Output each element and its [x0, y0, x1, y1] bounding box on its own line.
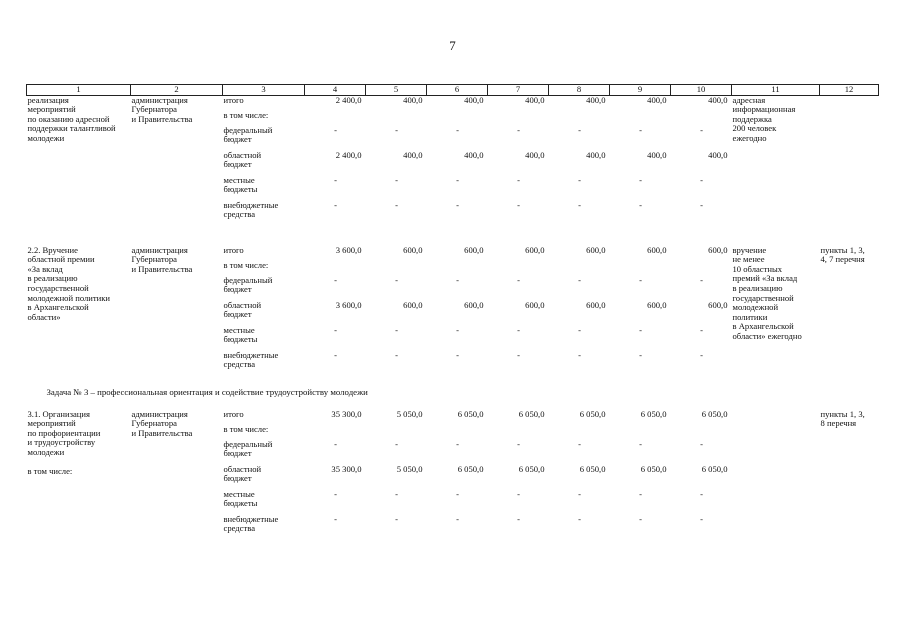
- funding-value: -: [456, 513, 459, 524]
- empty-cell: [610, 111, 671, 126]
- funding-value: -: [639, 174, 642, 185]
- funding-source: итого: [223, 94, 244, 105]
- indicator-link: [820, 95, 879, 226]
- column-header: 8: [549, 85, 610, 96]
- funding-value: -: [334, 349, 337, 360]
- funding-value: 400,0: [586, 149, 606, 160]
- funding-value: 6 050,0: [457, 408, 484, 419]
- funding-value: 35 300,0: [331, 463, 362, 474]
- funding-value: -: [395, 174, 398, 185]
- funding-source: федеральный бюджет: [223, 274, 273, 295]
- funding-source: внебюджетные средства: [223, 199, 279, 220]
- funding-value: 400,0: [586, 94, 606, 105]
- empty-cell: [671, 111, 732, 126]
- funding-source: внебюджетные средства: [223, 513, 279, 534]
- funding-value: -: [517, 438, 520, 449]
- funding-value: 6 050,0: [640, 408, 667, 419]
- funding-value: 400,0: [403, 149, 423, 160]
- empty-cell: [366, 261, 427, 276]
- funding-source: итого: [223, 244, 244, 255]
- funding-source: федеральный бюджет: [223, 438, 273, 459]
- funding-value: -: [578, 513, 581, 524]
- measure-name: 2.2. Вручение областной премии «За вклад в реализацию государственной молодежной политики в Архангельской области»: [27, 244, 111, 322]
- table-row: [27, 246, 879, 261]
- funding-source: в том числе:: [223, 109, 269, 120]
- funding-value: -: [517, 124, 520, 135]
- funding-value: 3 600,0: [335, 299, 362, 310]
- empty-cell: [488, 111, 549, 126]
- funding-value: -: [639, 513, 642, 524]
- funding-value: 400,0: [464, 149, 484, 160]
- funding-value: -: [334, 438, 337, 449]
- funding-value: -: [395, 274, 398, 285]
- funding-value: -: [578, 349, 581, 360]
- column-header: 11: [732, 85, 820, 96]
- funding-value: -: [517, 513, 520, 524]
- funding-value: 6 050,0: [518, 408, 545, 419]
- funding-value: -: [700, 199, 703, 210]
- task-title: Задача № 3 – профессиональная ориентация и содействие трудоустройству молодежи: [46, 386, 368, 397]
- column-header: 4: [305, 85, 366, 96]
- funding-value: -: [395, 438, 398, 449]
- funding-value: -: [700, 274, 703, 285]
- executor: администрация Губернатора и Правительства: [131, 408, 193, 438]
- funding-value: -: [395, 349, 398, 360]
- column-header: 9: [610, 85, 671, 96]
- empty-cell: [488, 261, 549, 276]
- funding-value: 400,0: [525, 94, 545, 105]
- funding-value: -: [395, 488, 398, 499]
- table-body: [27, 95, 879, 540]
- funding-value: -: [456, 124, 459, 135]
- funding-value: 600,0: [647, 244, 667, 255]
- indicator-link: пункты 1, 3, 8 перечня: [820, 408, 865, 429]
- table-row: [27, 410, 879, 425]
- empty-cell: [305, 111, 366, 126]
- funding-source: в том числе:: [223, 423, 269, 434]
- funding-value: 5 050,0: [396, 408, 423, 419]
- funding-value: -: [700, 513, 703, 524]
- funding-source: внебюджетные средства: [223, 349, 279, 370]
- funding-value: 2 400,0: [335, 149, 362, 160]
- funding-value: -: [639, 124, 642, 135]
- funding-value: -: [456, 349, 459, 360]
- funding-source: местные бюджеты: [223, 324, 258, 345]
- empty-cell: [366, 425, 427, 440]
- funding-value: -: [456, 324, 459, 335]
- funding-value: -: [578, 124, 581, 135]
- column-header: 12: [820, 85, 879, 96]
- funding-value: -: [456, 274, 459, 285]
- funding-value: 600,0: [525, 244, 545, 255]
- funding-value: 600,0: [586, 299, 606, 310]
- funding-value: 400,0: [464, 94, 484, 105]
- empty-cell: [427, 261, 488, 276]
- funding-value: 6 050,0: [701, 408, 728, 419]
- funding-value: -: [700, 488, 703, 499]
- executor: администрация Губернатора и Правительства: [131, 244, 193, 274]
- funding-value: 600,0: [403, 299, 423, 310]
- expected-result: вручение не менее 10 областных премий «За вклад в реализацию государственной молодежной политики в Архангельской области» ежегодно: [732, 244, 802, 341]
- funding-value: 400,0: [647, 94, 667, 105]
- funding-value: -: [578, 199, 581, 210]
- funding-value: -: [456, 438, 459, 449]
- executor: администрация Губернатора и Правительства: [131, 94, 193, 124]
- column-header: 7: [488, 85, 549, 96]
- funding-value: 600,0: [708, 299, 728, 310]
- funding-source: местные бюджеты: [223, 488, 258, 509]
- funding-value: -: [700, 174, 703, 185]
- funding-value: -: [578, 488, 581, 499]
- funding-value: -: [334, 324, 337, 335]
- funding-value: 400,0: [647, 149, 667, 160]
- funding-value: -: [334, 174, 337, 185]
- funding-value: 3 600,0: [335, 244, 362, 255]
- funding-value: -: [517, 174, 520, 185]
- empty-cell: [427, 111, 488, 126]
- funding-value: 6 050,0: [701, 463, 728, 474]
- measure-name: 3.1. Организация мероприятий по профориентации и трудоустройству молодежи в том числе:: [27, 408, 101, 477]
- funding-value: 400,0: [525, 149, 545, 160]
- funding-value: -: [334, 124, 337, 135]
- funding-value: 400,0: [708, 94, 728, 105]
- column-header: 3: [223, 85, 305, 96]
- expected-result: адресная информационная поддержка 200 человек ежегодно: [732, 94, 796, 143]
- funding-value: 6 050,0: [457, 463, 484, 474]
- funding-value: -: [334, 199, 337, 210]
- funding-value: -: [456, 488, 459, 499]
- empty-cell: [671, 425, 732, 440]
- funding-value: -: [395, 513, 398, 524]
- empty-cell: [305, 425, 366, 440]
- funding-value: -: [578, 324, 581, 335]
- funding-value: -: [517, 324, 520, 335]
- funding-value: -: [700, 438, 703, 449]
- task-row: [27, 376, 879, 410]
- funding-value: -: [517, 274, 520, 285]
- funding-value: 35 300,0: [331, 408, 362, 419]
- measure-name: реализация мероприятий по оказанию адресной поддержки талантливой молодежи: [27, 94, 116, 143]
- empty-cell: [366, 111, 427, 126]
- funding-value: -: [639, 488, 642, 499]
- funding-value: -: [395, 199, 398, 210]
- funding-value: -: [456, 174, 459, 185]
- empty-cell: [549, 261, 610, 276]
- table-row: [27, 95, 879, 111]
- funding-value: 600,0: [464, 244, 484, 255]
- funding-value: 600,0: [525, 299, 545, 310]
- funding-value: -: [639, 349, 642, 360]
- funding-value: -: [700, 349, 703, 360]
- funding-value: 600,0: [403, 244, 423, 255]
- funding-value: 2 400,0: [335, 94, 362, 105]
- column-header: 10: [671, 85, 732, 96]
- funding-value: -: [517, 349, 520, 360]
- funding-source: федеральный бюджет: [223, 124, 273, 145]
- column-number-row: [27, 85, 879, 96]
- funding-value: -: [334, 274, 337, 285]
- funding-source: областной бюджет: [223, 149, 262, 170]
- program-table: [26, 84, 879, 540]
- indicator-link: пункты 1, 3, 4, 7 перечня: [820, 244, 865, 265]
- funding-value: -: [639, 199, 642, 210]
- funding-value: 600,0: [647, 299, 667, 310]
- funding-value: 600,0: [464, 299, 484, 310]
- expected-result: [732, 410, 820, 540]
- column-header: 2: [131, 85, 223, 96]
- empty-cell: [610, 425, 671, 440]
- funding-value: -: [700, 124, 703, 135]
- page-number: 7: [449, 38, 456, 53]
- funding-value: -: [334, 488, 337, 499]
- funding-source: областной бюджет: [223, 299, 262, 320]
- funding-value: -: [395, 324, 398, 335]
- funding-value: 600,0: [586, 244, 606, 255]
- empty-cell: [549, 111, 610, 126]
- funding-value: -: [517, 199, 520, 210]
- funding-value: 6 050,0: [518, 463, 545, 474]
- funding-source: итого: [223, 408, 244, 419]
- funding-value: -: [517, 488, 520, 499]
- funding-value: -: [578, 438, 581, 449]
- column-header: 1: [27, 85, 131, 96]
- empty-cell: [488, 425, 549, 440]
- funding-value: 6 050,0: [640, 463, 667, 474]
- empty-cell: [427, 425, 488, 440]
- funding-source: областной бюджет: [223, 463, 262, 484]
- funding-value: 5 050,0: [396, 463, 423, 474]
- empty-cell: [671, 261, 732, 276]
- empty-cell: [305, 261, 366, 276]
- funding-source: в том числе:: [223, 259, 269, 270]
- funding-value: 6 050,0: [579, 463, 606, 474]
- funding-value: -: [578, 274, 581, 285]
- funding-source: местные бюджеты: [223, 174, 258, 195]
- funding-value: 600,0: [708, 244, 728, 255]
- funding-value: -: [639, 324, 642, 335]
- funding-value: -: [456, 199, 459, 210]
- empty-cell: [610, 261, 671, 276]
- funding-value: 6 050,0: [579, 408, 606, 419]
- funding-value: 400,0: [708, 149, 728, 160]
- funding-value: -: [334, 513, 337, 524]
- empty-cell: [549, 425, 610, 440]
- funding-value: -: [700, 324, 703, 335]
- funding-value: -: [639, 274, 642, 285]
- spacer-row: [27, 226, 879, 246]
- funding-value: -: [639, 438, 642, 449]
- funding-value: -: [395, 124, 398, 135]
- column-header: 5: [366, 85, 427, 96]
- column-header: 6: [427, 85, 488, 96]
- funding-value: 400,0: [403, 94, 423, 105]
- funding-value: -: [578, 174, 581, 185]
